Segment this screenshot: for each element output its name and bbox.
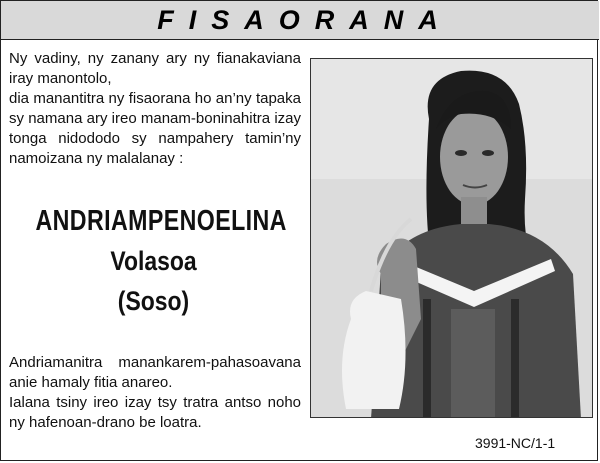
intro-line-1: Ny vadiny, ny zanany ary ny fianakaviana iray manontolo,: [9, 50, 301, 87]
closing-line-2: Ialana tsiny ireo izay tsy tratra antso noho ny hafenoan-drano be loatra.: [9, 394, 301, 431]
deceased-name-block: [6, 201, 301, 321]
deceased-first-name: Volasoa: [110, 246, 197, 276]
intro-line-2: dia manantitra ny fisaorana ho an’ny tapaka sy namana ary ireo manam-boninahitra izay tonga nidododo sy nampahery tamin’ny namoizana ny malalanay :: [9, 90, 301, 167]
reference-code: 3991-NC/1-1: [475, 435, 556, 451]
deceased-surname: ANDRIAMPENOELINA: [35, 205, 287, 237]
notice-title: FISAORANA: [157, 4, 453, 35]
closing-line-1: Andriamanitra manankarem-pahasoavana anie hamaly fitia anareo.: [9, 354, 301, 391]
intro-text: [9, 49, 301, 169]
closing-text: [9, 353, 301, 433]
header-banner: [1, 1, 599, 40]
deceased-photo: [310, 58, 593, 418]
deceased-nickname: (Soso): [117, 286, 190, 316]
